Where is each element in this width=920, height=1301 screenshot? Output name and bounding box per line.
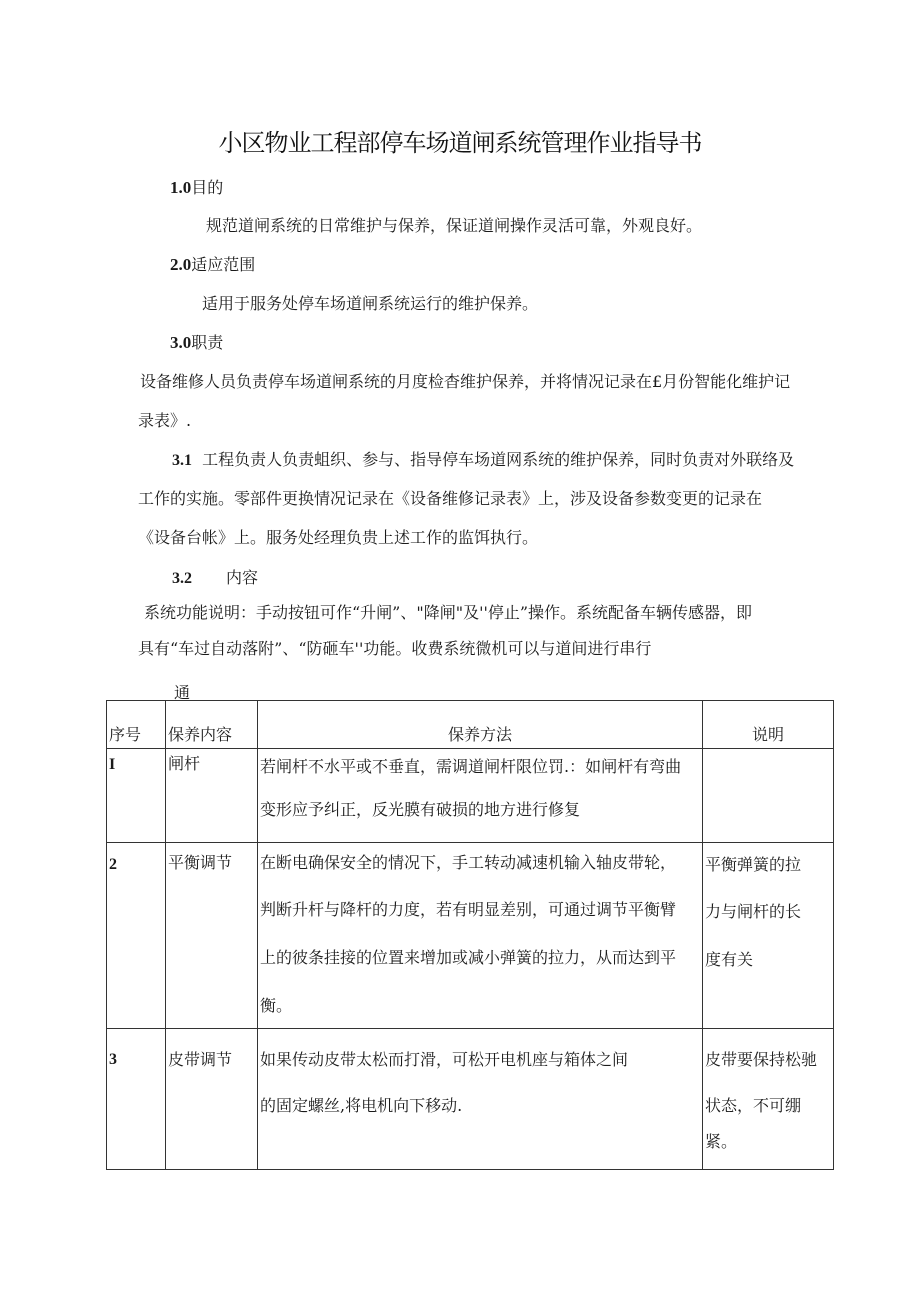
section-3-2-line1: 系统功能说明：手动按钮可作“升闸”、"降闸"及''停止”操作。系统配备车辆传感器，即 xyxy=(144,603,753,622)
row-1-method-line1: 若闸杆不水平或不垂直，需调道闸杆限位罚.：如闸杆有弯曲 xyxy=(260,757,682,776)
section-3-1-line2: 工作的实施。零部件更换情况记录在《设备维修记录表》上，涉及设备参数变更的记录在 xyxy=(138,489,763,508)
section-2-label: 适应范围 xyxy=(191,255,256,274)
section-1-heading xyxy=(170,175,223,198)
maintenance-table xyxy=(106,700,834,1170)
section-3-2-line2: 具有“车过自动落附”、“防砸车''功能。收费系统微机可以与道间进行串行 xyxy=(138,639,652,658)
row-2-method-line3: 上的彼条挂接的位置来增加或减小弹簧的拉力，从而达到平 xyxy=(260,948,677,967)
section-2-number: 2.0 xyxy=(170,255,192,274)
row-3-method-line1: 如果传动皮带太松而打滑，可松开电机座与箱体之间 xyxy=(260,1050,629,1069)
row-2-method-line1: 在断电确保安全的情况下，手工转动减速机输入轴皮带轮， xyxy=(260,853,677,872)
row-2-no: 2 xyxy=(109,856,117,873)
section-2-heading xyxy=(170,252,255,275)
row-3-note-line3: 紧。 xyxy=(705,1132,738,1151)
table-row xyxy=(107,1029,834,1170)
section-1-number: 1.0 xyxy=(170,178,192,197)
row-1-no: I xyxy=(109,756,116,773)
section-3-label: 职责 xyxy=(191,333,224,352)
section-3-body-line1: 设备维修人员负责停车场道闸系统的月度检杳维护保养，并将情况记录在£月份智能化维护记 xyxy=(140,372,791,391)
section-3-1-number: 3.1 xyxy=(172,452,192,469)
row-2-note-line3: 度有关 xyxy=(705,950,754,969)
section-3-heading xyxy=(170,330,223,353)
document-title: 小区物业工程部停车场道闸系统管理作业指导书 xyxy=(218,129,702,157)
section-3-2-heading xyxy=(172,565,258,588)
row-3-method-line2: 的固定螺丝,将电机向下移动. xyxy=(260,1096,463,1115)
row-2-method-line4: 衡。 xyxy=(260,996,293,1015)
section-3-1-text1: 工程负责人负责蛆织、参与、指导停车场道网系统的维护保养，同时负责对外联络及 xyxy=(202,450,795,469)
header-note: 说明 xyxy=(751,725,784,744)
section-3-1-line3: 《设备台帐》上。服务处经理负贵上述工作的监饵执行。 xyxy=(138,528,539,547)
section-3-2-number: 3.2 xyxy=(172,570,192,587)
row-2-item: 平衡调节 xyxy=(168,853,233,872)
row-3-note-line1: 皮带要保持松驰 xyxy=(705,1050,818,1069)
row-1-note xyxy=(703,749,834,843)
section-3-number: 3.0 xyxy=(170,333,192,352)
section-3-body-line2: 录表》. xyxy=(138,411,192,430)
row-1-method-line2: 变形应予纠正，反光膜有破损的地方进行修复 xyxy=(260,800,581,819)
section-1-label: 目的 xyxy=(191,178,224,197)
header-method: 保养方法 xyxy=(447,725,512,744)
row-3-note-line2: 状态，不可绷 xyxy=(705,1096,802,1115)
row-2-note-line1: 平衡弹簧的拉 xyxy=(705,855,802,874)
section-3-2-line3: 通 xyxy=(174,683,191,702)
table-row xyxy=(107,749,834,843)
header-no: 序号 xyxy=(109,725,142,744)
header-item: 保养内容 xyxy=(168,725,233,744)
row-3-item: 皮带调节 xyxy=(168,1050,233,1069)
section-3-1-line1 xyxy=(172,447,794,470)
table-row xyxy=(107,843,834,1029)
table-header-row xyxy=(107,701,834,749)
row-1-item: 闸杆 xyxy=(168,754,201,773)
row-2-note-line2: 力与闸杆的长 xyxy=(705,902,802,921)
section-1-body: 规范道闸系统的日常维护与保养，保证道闸操作灵活可靠，外观良好。 xyxy=(206,216,703,235)
section-2-body: 适用于服务处停车场道闸系统运行的维护保养。 xyxy=(202,294,539,313)
row-2-method-line2: 判断升杆与降杆的力度，若有明显差别，可通过调节平衡臂 xyxy=(260,900,677,919)
row-3-no: 3 xyxy=(109,1051,117,1068)
section-3-2-label: 内容 xyxy=(226,568,259,587)
